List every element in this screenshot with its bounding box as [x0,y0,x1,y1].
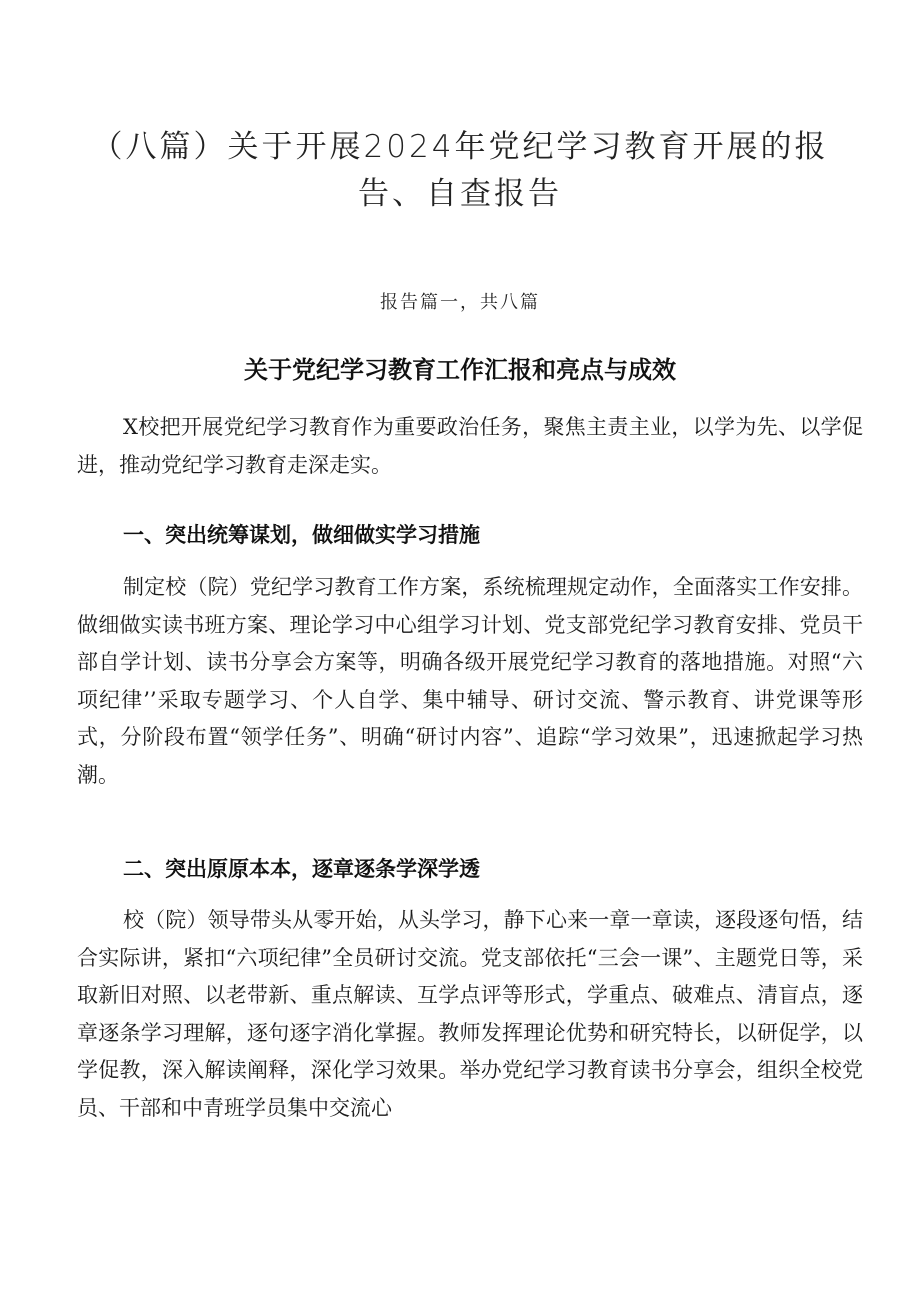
section-body-1: 制定校（院）党纪学习教育工作方案，系统梳理规定动作，全面落实工作安排。做细做实读书班方案、理论学习中心组学习计划、党支部党纪学习教育安排、党员干部自学计划、读书分享会方案等，明确各级开展党纪学习教育的落地措施。对照“六项纪律’’采取专题学习、个人自学、集中辅导、研讨交流、警示教育、讲党课等形式，分阶段布置“领学任务”、明确“研讨内容”、追踪“学习效果”，迅速掀起学习热潮。 [77,575,863,787]
report-subtitle: 关于党纪学习教育工作汇报和亮点与成效 [244,356,676,384]
document-title-line-2: 告、自查报告 [358,176,562,212]
series-label: 报告篇一，共八篇 [380,292,540,313]
section-body-2: 校（院）领导带头从零开始，从头学习，静下心来一章一章读，逐段逐句悟，结合实际讲，紧扣“六项纪律”全员研讨交流。党支部依托“三会一课”、主题党日等，采取新旧对照、以老带新、重点解读、互学点评等形式，学重点、破难点、清盲点，逐章逐条学习理解，逐句逐字消化掌握。教师发挥理论优势和研究特长，以研促学，以学促教，深入解读阐释，深化学习效果。举办党纪学习教育读书分享会，组织全校党员、干部和中青班学员集中交流心 [77,908,863,1120]
intro-paragraph: X校把开展党纪学习教育作为重要政治任务，聚焦主责主业，以学为先、以学促进，推动党纪学习教育走深走实。 [77,415,863,477]
section-heading-1: 一、突出统筹谋划，做细做实学习措施 [123,523,480,547]
document-title-line-1: （八篇）关于开展2024年党纪学习教育开展的报 [91,129,829,165]
section-heading-2: 二、突出原原本本，逐章逐条学深学透 [123,857,480,881]
